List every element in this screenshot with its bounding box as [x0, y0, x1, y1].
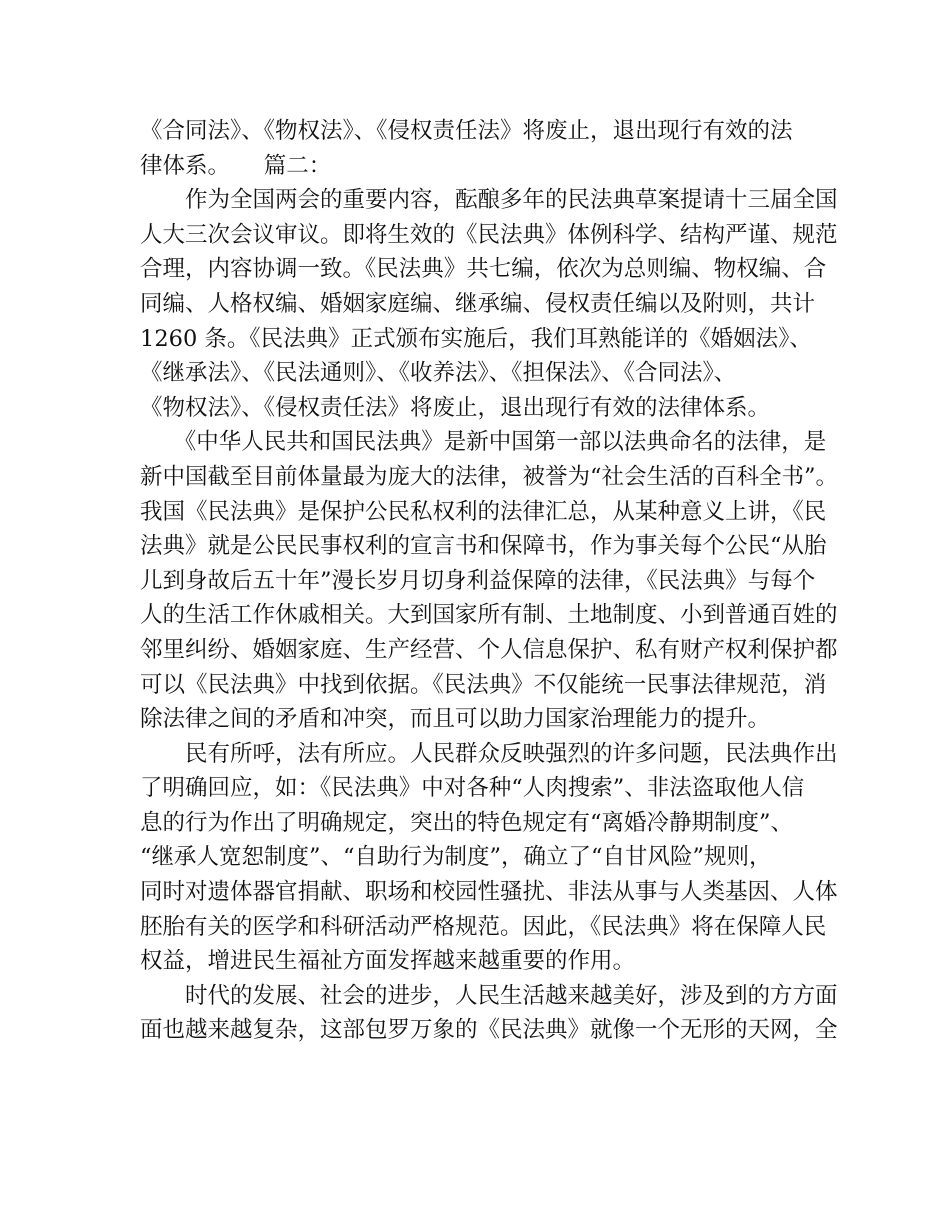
- text-line: 法典》就是公民民事权利的宣言书和保障书，作为事关每个公民“从胎: [140, 533, 827, 560]
- text-line: 作为全国两会的重要内容，酝酿多年的民法典草案提请十三届全国: [140, 187, 838, 214]
- text-line: 了明确回应，如：《民法典》中对各种“人肉搜索”、非法盗取他人信: [140, 775, 805, 802]
- text-line: 胚胎有关的医学和科研活动严格规范。因此，《民法典》将在保障人民: [140, 913, 827, 940]
- text-line: 我国《民法典》是保护公民私权利的法律汇总，从某种意义上讲，《民: [140, 498, 827, 525]
- text-line: 《合同法》、《物权法》、《侵权责任法》将废止，退出现行有效的法: [140, 118, 793, 144]
- text-line: 同时对遗体器官捐献、职场和校园性骚扰、非法从事与人类基因、人体: [140, 879, 838, 906]
- text-line: 民有所呼，法有所应。人民群众反映强烈的许多问题，民法典作出: [140, 740, 838, 767]
- text-line: “继承人宽恕制度”、“自助行为制度”，确立了“自甘风险”规则，: [140, 844, 772, 871]
- text-line: 权益，增进民生福祉方面发挥越来越重要的作用。: [140, 948, 636, 975]
- text-line: 新中国截至目前体量最为庞大的法律，被誉为“社会生活的百科全书”。: [140, 463, 839, 490]
- text-line: 《物权法》、《侵权责任法》将废止，退出现行有效的法律体系。: [140, 394, 771, 421]
- text-line: 同编、人格权编、婚姻家庭编、继承编、侵权责任编以及附则，共计: [140, 290, 816, 317]
- text-line: 邻里纠纷、婚姻家庭、生产经营、个人信息保护、私有财产权利保护都: [140, 636, 838, 663]
- text-line: 可以《民法典》中找到依据。《民法典》不仅能统一民事法律规范，消: [140, 671, 827, 698]
- text-line: 《继承法》、《民法通则》、《收养法》、《担保法》、《合同法》、: [140, 360, 737, 387]
- text-line: 时代的发展、社会的进步，人民生活越来越美好，涉及到的方方面: [140, 982, 838, 1009]
- text-line: 律体系。 篇二：: [140, 152, 332, 179]
- text-line: 合理，内容协调一致。《民法典》共七编，依次为总则编、物权编、合: [140, 256, 827, 283]
- text-line: 人大三次会议审议。即将生效的《民法典》体例科学、结构严谨、规范: [140, 221, 838, 248]
- text-line: 息的行为作出了明确规定，突出的特色规定有“离婚冷静期制度”、: [140, 809, 794, 836]
- text-line: 面也越来越复杂，这部包罗万象的《民法典》就像一个无形的天网，全: [140, 1017, 838, 1044]
- text-line: 1260 条。《民法典》正式颁布实施后，我们耳熟能详的《婚姻法》、: [140, 325, 812, 352]
- text-line: 人的生活工作休戚相关。大到国家所有制、土地制度、小到普通百姓的: [140, 602, 838, 629]
- text-line: 《中华人民共和国民法典》是新中国第一部以法典命名的法律，是: [140, 429, 827, 456]
- text-line: 儿到身故后五十年”漫长岁月切身利益保障的法律，《民法典》与每个: [140, 567, 816, 594]
- document-body: [140, 114, 839, 1048]
- text-line: 除法律之间的矛盾和冲突，而且可以助力国家治理能力的提升。: [140, 706, 771, 733]
